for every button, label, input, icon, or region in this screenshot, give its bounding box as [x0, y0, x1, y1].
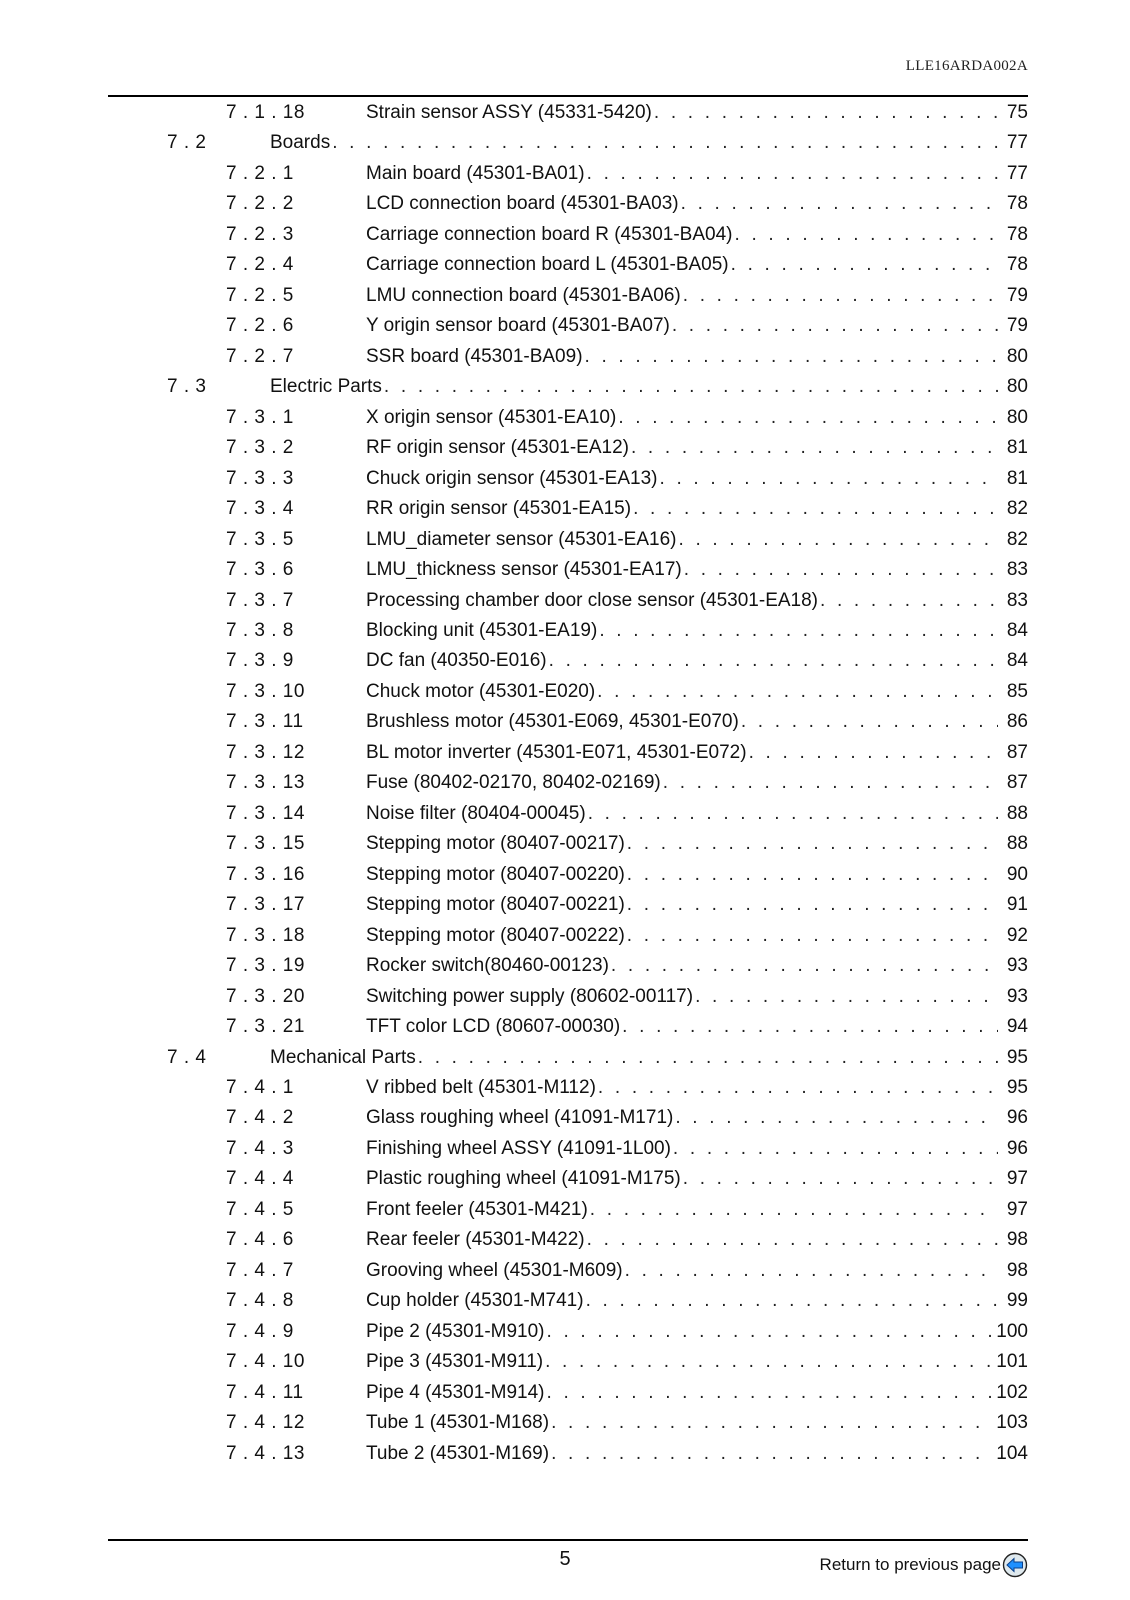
toc-entry-number: 7 . 3 . 20 — [226, 985, 305, 1007]
dot-leader — [588, 803, 998, 825]
toc-entry-page: 78 — [1006, 193, 1028, 215]
dot-leader — [587, 1229, 998, 1251]
toc-entry-number: 7 . 3 . 10 — [226, 680, 305, 702]
toc-entry-number: 7 . 4 . 9 — [226, 1320, 294, 1342]
toc-entry-title: Tube 2 (45301-M169) — [366, 1442, 550, 1464]
toc-subsection-entry[interactable] — [0, 587, 1130, 617]
toc-subsection-entry[interactable] — [0, 465, 1130, 495]
toc-entry-line — [366, 437, 1028, 459]
dot-leader — [627, 833, 998, 855]
toc-subsection-entry[interactable] — [0, 99, 1130, 129]
toc-entry-page: 97 — [1006, 1198, 1028, 1220]
toc-entry-title: Glass roughing wheel (41091-M171) — [366, 1107, 674, 1129]
dot-leader — [749, 742, 998, 764]
toc-entry-page: 77 — [1006, 132, 1028, 154]
toc-entry-title: Y origin sensor board (45301-BA07) — [366, 315, 670, 337]
toc-entry-page: 96 — [1006, 1107, 1028, 1129]
toc-entry-title: Plastic roughing wheel (41091-M175) — [366, 1168, 681, 1190]
toc-subsection-entry[interactable] — [0, 556, 1130, 586]
toc-entry-line — [366, 1016, 1028, 1038]
dot-leader — [547, 1382, 993, 1404]
toc-subsection-entry[interactable] — [0, 251, 1130, 281]
toc-entry-number: 7 . 3 . 8 — [226, 619, 294, 641]
toc-subsection-entry[interactable] — [0, 647, 1130, 677]
toc-subsection-entry[interactable] — [0, 434, 1130, 464]
dot-leader — [627, 894, 998, 916]
toc-entry-title: RF origin sensor (45301-EA12) — [366, 437, 629, 459]
dot-leader — [741, 711, 998, 733]
toc-entry-page: 96 — [1006, 1137, 1028, 1159]
toc-entry-line — [366, 193, 1028, 215]
toc-entry-title: Electric Parts — [270, 376, 382, 398]
toc-subsection-entry[interactable] — [0, 922, 1130, 952]
toc-entry-number: 7 . 3 . 7 — [226, 589, 294, 611]
toc-entry-page: 98 — [1006, 1259, 1028, 1281]
toc-entry-number: 7 . 4 . 12 — [226, 1412, 305, 1434]
toc-entry-page: 104 — [996, 1442, 1028, 1464]
header-rule — [108, 95, 1028, 97]
toc-entry-line — [366, 1351, 1028, 1373]
toc-entry-page: 80 — [1006, 376, 1028, 398]
dot-leader — [683, 1168, 998, 1190]
toc-subsection-entry[interactable] — [0, 282, 1130, 312]
dot-leader — [586, 1290, 998, 1312]
dot-leader — [551, 1412, 992, 1434]
toc-entry-title: Stepping motor (80407-00217) — [366, 833, 625, 855]
footer-rule — [108, 1539, 1028, 1541]
toc-entry-number: 7 . 2 . 1 — [226, 162, 294, 184]
toc-entry-line — [366, 315, 1028, 337]
back-arrow-icon[interactable] — [1002, 1552, 1028, 1578]
toc-entry-page: 97 — [1006, 1168, 1028, 1190]
toc-entry-line — [366, 803, 1028, 825]
dot-leader — [675, 1107, 998, 1129]
toc-entry-line — [366, 1199, 1028, 1221]
toc-entry-line — [366, 407, 1028, 429]
toc-entry-title: Rear feeler (45301-M422) — [366, 1229, 585, 1251]
toc-entry-line — [366, 285, 1028, 307]
dot-leader — [683, 285, 998, 307]
dot-leader — [672, 315, 998, 337]
toc-entry-title: Fuse (80402-02170, 80402-02169) — [366, 772, 661, 794]
toc-entry-number: 7 . 3 . 19 — [226, 955, 305, 977]
toc-entry-line — [366, 1107, 1028, 1129]
toc-subsection-entry[interactable] — [0, 1226, 1130, 1256]
toc-subsection-entry[interactable] — [0, 861, 1130, 891]
toc-subsection-entry[interactable] — [0, 708, 1130, 738]
toc-entry-number: 7 . 4 . 11 — [226, 1381, 304, 1403]
dot-leader — [611, 955, 998, 977]
toc-entry-number: 7 . 4 . 7 — [226, 1259, 294, 1281]
toc-subsection-entry[interactable] — [0, 1379, 1130, 1409]
toc-entry-title: RR origin sensor (45301-EA15) — [366, 498, 632, 520]
toc-entry-number: 7 . 4 . 1 — [226, 1077, 294, 1098]
dot-leader — [625, 1260, 998, 1282]
toc-subsection-entry[interactable] — [0, 800, 1130, 830]
toc-entry-number: 7 . 3 . 17 — [226, 894, 305, 916]
dot-leader — [631, 437, 998, 459]
toc-subsection-entry[interactable] — [0, 1287, 1130, 1317]
toc-entry-page: 83 — [1006, 589, 1028, 611]
toc-entry-page: 84 — [1006, 650, 1028, 672]
toc-entry-title: LCD connection board (45301-BA03) — [366, 193, 679, 215]
toc-entry-page: 79 — [1006, 315, 1028, 337]
toc-entry-number: 7 . 3 . 12 — [226, 741, 305, 763]
toc-entry-number: 7 . 2 . 4 — [226, 254, 294, 276]
toc-entry-title: Main board (45301-BA01) — [366, 162, 585, 184]
toc-subsection-entry[interactable] — [0, 617, 1130, 647]
toc-entry-title: Strain sensor ASSY (45331-5420) — [366, 102, 652, 123]
dot-leader — [585, 346, 998, 368]
page-number: 5 — [559, 1548, 571, 1570]
toc-entry-line — [366, 772, 1028, 794]
toc-subsection-entry[interactable] — [0, 160, 1130, 190]
toc-entry-page: 77 — [1006, 162, 1028, 184]
toc-entry-number: 7 . 2 . 5 — [226, 284, 294, 306]
dot-leader — [418, 1047, 998, 1069]
toc-entry-line — [366, 1290, 1028, 1312]
toc-entry-title: BL motor inverter (45301-E071, 45301-E072) — [366, 741, 747, 763]
dot-leader — [673, 1138, 998, 1160]
toc-entry-page: 80 — [1006, 345, 1028, 367]
dot-leader — [545, 1351, 992, 1373]
toc-entry-line — [366, 894, 1028, 916]
toc-entry-number: 7 . 3 . 21 — [226, 1016, 305, 1038]
toc-subsection-entry[interactable] — [0, 739, 1130, 769]
toc-entry-page: 88 — [1006, 802, 1028, 824]
toc-entry-title: SSR board (45301-BA09) — [366, 345, 583, 367]
toc-entry-title: Stepping motor (80407-00220) — [366, 863, 625, 885]
toc-entry-title: Processing chamber door close sensor (45301-EA18) — [366, 589, 819, 611]
toc-entry-line — [270, 1047, 1028, 1069]
dot-leader — [590, 1199, 998, 1221]
toc-subsection-entry[interactable] — [0, 1104, 1130, 1134]
toc-entry-page: 78 — [1006, 223, 1028, 245]
toc-subsection-entry[interactable] — [0, 1013, 1130, 1043]
dot-leader — [684, 559, 998, 581]
dot-leader — [384, 376, 998, 398]
dot-leader — [731, 254, 998, 276]
toc-entry-page: 79 — [1006, 284, 1028, 306]
toc-entry-title: LMU connection board (45301-BA06) — [366, 284, 681, 306]
toc-subsection-entry[interactable] — [0, 983, 1130, 1013]
toc-entry-number: 7 . 3 . 14 — [226, 802, 305, 824]
toc-entry-number: 7 . 4 . 10 — [226, 1351, 305, 1373]
toc-entry-title: Blocking unit (45301-EA19) — [366, 619, 598, 641]
toc-entry-number: 7 . 3 . 2 — [226, 437, 294, 459]
toc-entry-page: 90 — [1006, 863, 1028, 885]
toc-subsection-entry[interactable] — [0, 1348, 1130, 1378]
toc-entry-line — [366, 1382, 1028, 1404]
toc-entry-page: 98 — [1006, 1229, 1028, 1251]
toc-subsection-entry[interactable] — [0, 1440, 1130, 1470]
toc-subsection-entry[interactable] — [0, 1165, 1130, 1195]
toc-entry-title: Stepping motor (80407-00222) — [366, 924, 625, 946]
toc-entry-page: 93 — [1006, 985, 1028, 1007]
toc-entry-line — [366, 864, 1028, 886]
toc-section-entry[interactable] — [0, 1044, 1130, 1074]
toc-entry-number: 7 . 3 . 9 — [226, 650, 294, 672]
toc-entry-title: Pipe 2 (45301-M910) — [366, 1320, 545, 1342]
toc-entry-line — [366, 986, 1028, 1008]
toc-entry-page: 94 — [1006, 1016, 1028, 1038]
dot-leader — [633, 498, 998, 520]
toc-entry-page: 91 — [1006, 894, 1028, 916]
dot-leader — [622, 1016, 998, 1038]
toc-entry-title: LMU_diameter sensor (45301-EA16) — [366, 528, 677, 550]
toc-entry-page: 82 — [1006, 528, 1028, 550]
dot-leader — [598, 1077, 998, 1099]
toc-entry-page: 102 — [996, 1381, 1028, 1403]
toc-entry-line — [366, 1077, 1028, 1099]
toc-entry-line — [366, 833, 1028, 855]
toc-entry-title: Brushless motor (45301-E069, 45301-E070) — [366, 711, 739, 733]
toc-entry-number: 7 . 4 . 6 — [226, 1229, 294, 1251]
toc-subsection-entry[interactable] — [0, 495, 1130, 525]
toc-entry-number: 7 . 3 . 3 — [226, 467, 294, 489]
toc-entry-title: Mechanical Parts — [270, 1046, 416, 1068]
return-link-label: Return to previous page — [819, 1555, 1001, 1574]
toc-subsection-entry[interactable] — [0, 769, 1130, 799]
dot-leader — [549, 650, 998, 672]
toc-entry-title: Pipe 4 (45301-M914) — [366, 1381, 545, 1403]
toc-entry-number: 7 . 3 . 18 — [226, 924, 305, 946]
toc-entry-page: 75 — [1006, 102, 1028, 123]
dot-leader — [618, 407, 998, 429]
toc-entry-page: 83 — [1006, 559, 1028, 581]
toc-entry-page: 81 — [1006, 437, 1028, 459]
toc-entry-line — [366, 559, 1028, 581]
toc-entry-number: 7 . 4 — [167, 1046, 207, 1068]
toc-entry-line — [366, 102, 1028, 124]
toc-section-entry[interactable] — [0, 129, 1130, 159]
toc-entry-title: Front feeler (45301-M421) — [366, 1198, 588, 1220]
toc-entry-page: 78 — [1006, 254, 1028, 276]
toc-section-entry[interactable] — [0, 373, 1130, 403]
dot-leader — [654, 102, 998, 124]
toc-subsection-entry[interactable] — [0, 1074, 1130, 1104]
toc-entry-number: 7 . 4 . 2 — [226, 1107, 294, 1129]
toc-entry-line — [366, 498, 1028, 520]
toc-entry-number: 7 . 1 . 18 — [226, 102, 305, 123]
toc-entry-page: 87 — [1006, 741, 1028, 763]
toc-subsection-entry[interactable] — [0, 1257, 1130, 1287]
dot-leader — [679, 529, 999, 551]
toc-subsection-entry[interactable] — [0, 526, 1130, 556]
toc-entry-line — [366, 1229, 1028, 1251]
toc-entry-line — [270, 376, 1028, 398]
toc-entry-page: 86 — [1006, 711, 1028, 733]
toc-entry-line — [366, 163, 1028, 185]
toc-entry-number: 7 . 2 . 2 — [226, 193, 294, 215]
toc-entry-number: 7 . 2 . 3 — [226, 223, 294, 245]
toc-entry-line — [366, 1168, 1028, 1190]
toc-entry-title: LMU_thickness sensor (45301-EA17) — [366, 559, 682, 581]
toc-subsection-entry[interactable] — [0, 312, 1130, 342]
toc-entry-line — [366, 1321, 1028, 1343]
toc-entry-line — [270, 132, 1028, 154]
toc-entry-number: 7 . 4 . 4 — [226, 1168, 294, 1190]
toc-entry-line — [366, 1412, 1028, 1434]
toc-entry-title: Switching power supply (80602-00117) — [366, 985, 694, 1007]
toc-entry-page: 95 — [1006, 1046, 1028, 1068]
table-of-contents — [0, 99, 1130, 1470]
toc-entry-line — [366, 650, 1028, 672]
toc-entry-title: Chuck motor (45301-E020) — [366, 680, 596, 702]
toc-entry-line — [366, 346, 1028, 368]
dot-leader — [681, 193, 998, 215]
toc-entry-title: X origin sensor (45301-EA10) — [366, 406, 617, 428]
toc-entry-title: Stepping motor (80407-00221) — [366, 894, 625, 916]
toc-subsection-entry[interactable] — [0, 952, 1130, 982]
toc-entry-number: 7 . 3 . 1 — [226, 406, 294, 428]
toc-subsection-entry[interactable] — [0, 1409, 1130, 1439]
toc-entry-title: TFT color LCD (80607-00030) — [366, 1016, 621, 1038]
toc-entry-title: Pipe 3 (45301-M911) — [366, 1351, 544, 1373]
toc-subsection-entry[interactable] — [0, 1318, 1130, 1348]
dot-leader — [551, 1443, 992, 1465]
toc-entry-number: 7 . 2 . 6 — [226, 315, 294, 337]
toc-entry-line — [366, 468, 1028, 490]
toc-entry-line — [366, 742, 1028, 764]
dot-leader — [597, 681, 998, 703]
toc-entry-line — [366, 711, 1028, 733]
return-to-previous-page-link[interactable] — [820, 1552, 1028, 1578]
toc-entry-title: Boards — [270, 132, 331, 154]
toc-entry-number: 7 . 3 . 13 — [226, 772, 305, 794]
toc-entry-number: 7 . 3 . 4 — [226, 498, 294, 520]
toc-entry-line — [366, 681, 1028, 703]
toc-entry-page: 85 — [1006, 680, 1028, 702]
toc-entry-page: 100 — [996, 1320, 1028, 1342]
toc-subsection-entry[interactable] — [0, 221, 1130, 251]
toc-entry-line — [366, 955, 1028, 977]
toc-entry-page: 92 — [1006, 924, 1028, 946]
toc-subsection-entry[interactable] — [0, 891, 1130, 921]
toc-entry-page: 99 — [1006, 1290, 1028, 1312]
toc-entry-line — [366, 925, 1028, 947]
toc-entry-number: 7 . 2 . 7 — [226, 345, 294, 367]
toc-entry-line — [366, 1260, 1028, 1282]
dot-leader — [627, 864, 998, 886]
toc-entry-title: DC fan (40350-E016) — [366, 650, 547, 672]
toc-entry-page: 84 — [1006, 619, 1028, 641]
dot-leader — [627, 925, 998, 947]
toc-entry-line — [366, 590, 1028, 612]
toc-entry-page: 101 — [996, 1351, 1028, 1373]
toc-entry-page: 81 — [1006, 467, 1028, 489]
toc-entry-number: 7 . 4 . 13 — [226, 1442, 305, 1464]
toc-subsection-entry[interactable] — [0, 1135, 1130, 1165]
toc-entry-title: Carriage connection board L (45301-BA05) — [366, 254, 729, 276]
toc-entry-page: 103 — [996, 1412, 1028, 1434]
dot-leader — [599, 620, 998, 642]
toc-entry-number: 7 . 3 . 6 — [226, 559, 294, 581]
document-code: LLE16ARDA002A — [905, 58, 1028, 74]
toc-entry-title: Rocker switch(80460-00123) — [366, 955, 609, 977]
dot-leader — [735, 224, 999, 246]
dot-leader — [820, 590, 998, 612]
toc-entry-number: 7 . 3 . 5 — [226, 528, 294, 550]
dot-leader — [663, 772, 998, 794]
dot-leader — [547, 1321, 993, 1343]
toc-subsection-entry[interactable] — [0, 343, 1130, 373]
toc-subsection-entry[interactable] — [0, 830, 1130, 860]
toc-entry-line — [366, 254, 1028, 276]
toc-entry-line — [366, 620, 1028, 642]
toc-entry-number: 7 . 4 . 3 — [226, 1137, 294, 1159]
toc-subsection-entry[interactable] — [0, 404, 1130, 434]
toc-entry-page: 87 — [1006, 772, 1028, 794]
toc-entry-number: 7 . 4 . 8 — [226, 1290, 294, 1312]
toc-subsection-entry[interactable] — [0, 190, 1130, 220]
dot-leader — [695, 986, 998, 1008]
toc-subsection-entry[interactable] — [0, 678, 1130, 708]
toc-entry-title: Carriage connection board R (45301-BA04) — [366, 223, 733, 245]
toc-entry-page: 95 — [1006, 1077, 1028, 1098]
toc-entry-title: Chuck origin sensor (45301-EA13) — [366, 467, 658, 489]
toc-entry-title: V ribbed belt (45301-M112) — [366, 1077, 596, 1098]
toc-entry-number: 7 . 3 . 16 — [226, 863, 305, 885]
toc-entry-title: Noise filter (80404-00045) — [366, 802, 586, 824]
toc-entry-number: 7 . 3 — [167, 376, 207, 398]
toc-entry-title: Tube 1 (45301-M168) — [366, 1412, 550, 1434]
toc-entry-page: 80 — [1006, 406, 1028, 428]
toc-entry-number: 7 . 4 . 5 — [226, 1198, 294, 1220]
toc-entry-line — [366, 224, 1028, 246]
toc-entry-title: Cup holder (45301-M741) — [366, 1290, 584, 1312]
dot-leader — [587, 163, 998, 185]
dot-leader — [332, 132, 998, 154]
toc-entry-number: 7 . 3 . 15 — [226, 833, 305, 855]
toc-subsection-entry[interactable] — [0, 1196, 1130, 1226]
toc-entry-title: Grooving wheel (45301-M609) — [366, 1259, 623, 1281]
toc-entry-line — [366, 1138, 1028, 1160]
toc-entry-number: 7 . 2 — [167, 132, 207, 154]
toc-entry-page: 88 — [1006, 833, 1028, 855]
toc-entry-page: 93 — [1006, 955, 1028, 977]
dot-leader — [660, 468, 999, 490]
toc-entry-title: Finishing wheel ASSY (41091-1L00) — [366, 1137, 671, 1159]
toc-entry-number: 7 . 3 . 11 — [226, 711, 304, 733]
toc-entry-line — [366, 529, 1028, 551]
toc-entry-page: 82 — [1006, 498, 1028, 520]
toc-entry-line — [366, 1443, 1028, 1465]
